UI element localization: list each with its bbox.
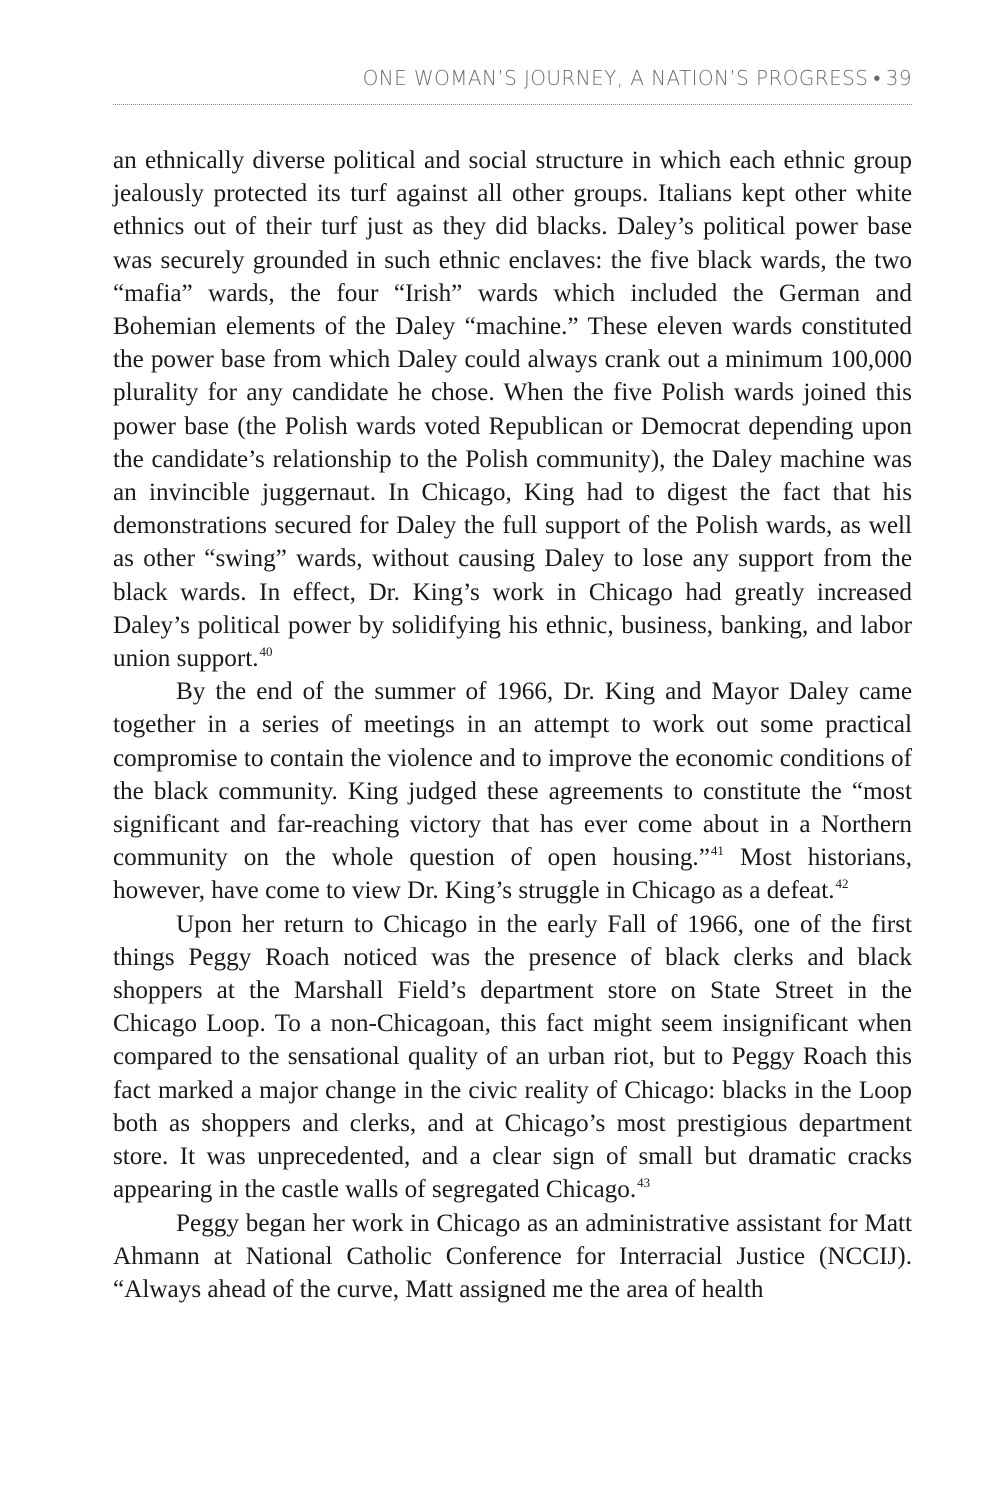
paragraph-2 — [113, 675, 912, 907]
running-head-separator: • — [873, 66, 881, 90]
running-head — [113, 64, 912, 105]
body-text — [113, 144, 912, 1306]
page-number: 39 — [885, 66, 912, 90]
footnote-ref-40[interactable]: 40 — [259, 643, 273, 659]
footnote-ref-41[interactable]: 41 — [710, 842, 724, 858]
running-head-title: ONE WOMAN’S JOURNEY, A NATION’S PROGRESS — [362, 66, 869, 90]
paragraph-text: Upon her return to Chicago in the early Fall of 1966, one of the first things Peggy Roach noticed was the presence of black clerks and black shoppers at the Marshall Field’s department store on State Street in the Chicago Loop. To a non-Chicagoan, this fact might seem insignificant when compared to the sensational quality of an urban riot, but to Peggy Roach this fact marked a major change in the civic reality of Chicago: blacks in the Loop both as shoppers and clerks, and at Chicago’s most prestigious department store. It was unprecedented, and a clear sign of small but dramatic cracks appearing in the castle walls of segregated Chicago. — [113, 910, 912, 1204]
paragraph-1 — [113, 144, 912, 675]
paragraph-4 — [113, 1207, 912, 1307]
paragraph-text: Peggy began her work in Chicago as an administrative assistant for Matt Ahmann at National Catholic Conference for Interracial Justice (NCCIJ). “Always ahead of the curve, Matt assigned me the area of health — [113, 1209, 912, 1303]
footnote-ref-43[interactable]: 43 — [637, 1174, 651, 1190]
footnote-ref-42[interactable]: 42 — [835, 876, 849, 892]
paragraph-3 — [113, 908, 912, 1207]
paragraph-text: an ethnically diverse political and social structure in which each ethnic group jealously protected its turf against all other groups. Italians kept other white ethnics out of their turf just as they did blacks. Daley’s political power base was securely grounded in such ethnic enclaves: the five black wards, the two “mafia” wards, the four “Irish” wards which included the German and Bohemian elements of the Daley “machine.” These eleven wards constituted the power base from which Daley could always crank out a minimum 100,000 plurality for any candidate he chose. When the five Polish wards joined this power base (the Polish wards voted Republican or Democrat depending upon the candidate’s relationship to the Polish community), the Daley machine was an invincible juggernaut. In Chicago, King had to digest the fact that his demonstrations secured for Daley the full support of the Polish wards, as well as other “swing” wards, without causing Daley to lose any support from the black wards. In effect, Dr. King’s work in Chicago had greatly increased Daley’s political power by solidifying his ethnic, business, banking, and labor union support. — [113, 147, 912, 673]
paragraph-text-continued: Most historians, however, have come to view Dr. King’s struggle in Chicago as a defeat. — [113, 844, 912, 905]
paragraph-text: By the end of the summer of 1966, Dr. King and Mayor Daley came together in a series of meetings in an attempt to work out some practical compromise to contain the violence and to improve the economic conditions of the black community. King judged these agreements to constitute the “most significant and far-reaching victory that has ever come about in a Northern community on the whole question of open housing.” — [113, 678, 912, 872]
